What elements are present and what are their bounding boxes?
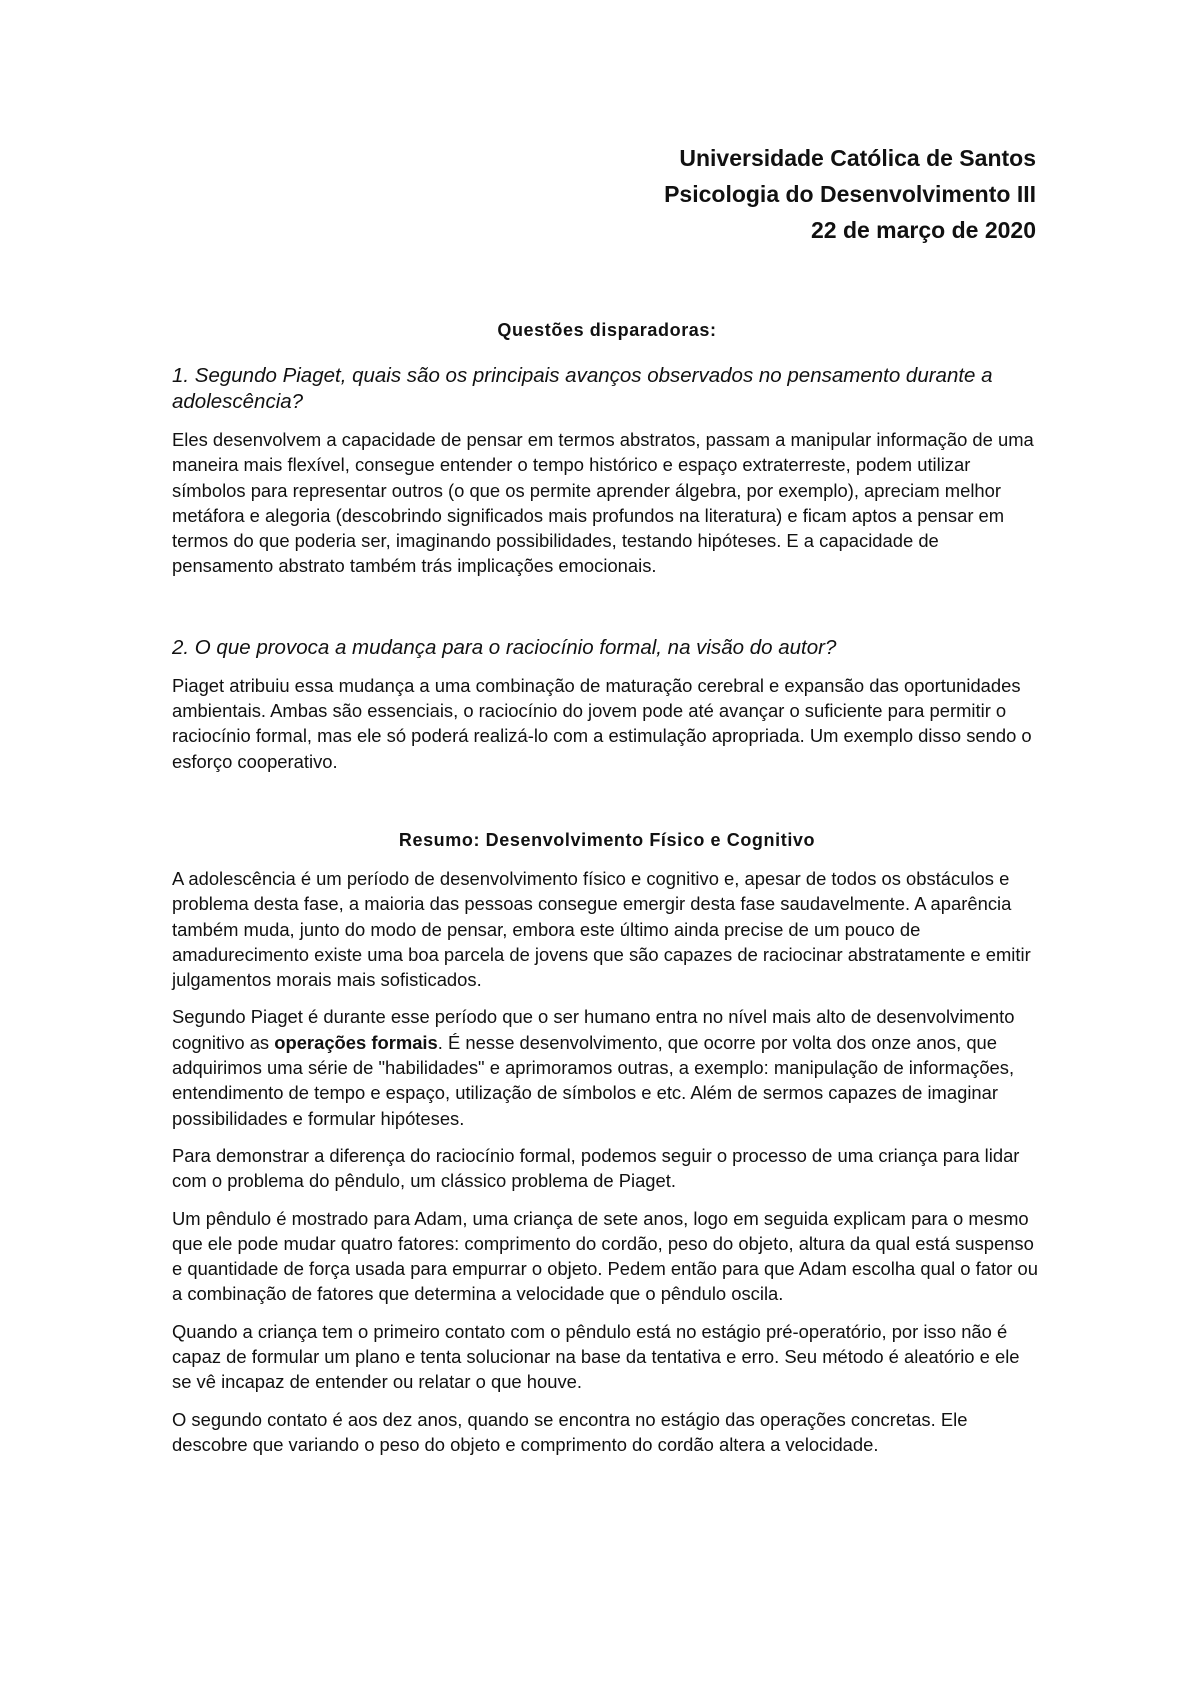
formal-operations-term: operações formais <box>274 1031 438 1053</box>
course-name: Psicologia do Desenvolvimento III <box>664 181 1036 207</box>
summary-paragraph-3: Para demonstrar a diferença do raciocínio formal, podemos seguir o processo de uma criança para lidar com o problema do pêndulo, um clássico problema de Piaget. <box>172 1144 1020 1192</box>
question-1: 1. Segundo Piaget, quais são os principais avanços observados no pensamento durante a adolescência? <box>172 364 993 413</box>
summary-section-title: Resumo: Desenvolvimento Físico e Cognitivo <box>398 829 816 850</box>
answer-1: Eles desenvolvem a capacidade de pensar em termos abstratos, passam a manipular informação de uma maneira mais flexível, consegue entender o tempo histórico e espaço extraterreste, podem utilizar símbolos para representar outros (o que os permite aprender álgebra, por exemplo), apreciam melhor metáfora e alegoria (descobrindo significados mais profundos na literatura) e ficam aptos a pensar em termos do que poderia ser, imaginando possibilidades, testando hipóteses. E a capacidade de pensamento abstrato também trás implicações emocionais. <box>172 429 1034 577</box>
university-name: Universidade Católica de Santos <box>679 145 1036 171</box>
summary-paragraph-2 <box>172 1004 1042 1130</box>
document-date: 22 de março de 2020 <box>810 217 1036 243</box>
questions-section-title: Questões disparadoras: <box>497 320 717 340</box>
summary-paragraph-4: Um pêndulo é mostrado para Adam, uma criança de sete anos, logo em seguida explicam para o mesmo que ele pode mudar quatro fatores: comprimento do cordão, peso do objeto, altura da qual está suspenso e quantidade de força usada para empurrar o objeto. Pedem então para que Adam escolha qual o fator ou a combinação de fatores que determina a velocidade que o pêndulo oscila. <box>172 1207 1038 1305</box>
summary-paragraph-5: Quando a criança tem o primeiro contato com o pêndulo está no estágio pré-operatório, por isso não é capaz de formular um plano e tenta solucionar na base da tentativa e erro. Seu método é aleatório e ele se vê incapaz de entender ou relatar o que houve. <box>172 1320 1020 1393</box>
answer-2: Piaget atribuiu essa mudança a uma combinação de maturação cerebral e expansão das oportunidades ambientais. Ambas são essenciais, o raciocínio do jovem pode até avançar o suficiente para permitir o raciocínio formal, mas ele só poderá realizá-lo com a estimulação apropriada. Um exemplo disso sendo o esforço cooperativo. <box>172 674 1032 772</box>
summary-paragraph-2-end: . É nesse desenvolvimento, que ocorre por volta dos onze anos, que adquirimos uma série de "habilidades" e aprimoramos outras, a exemplo: manipulação de informações, entendimento de tempo e espaço, utilização de símbolos e etc. Além de sermos capazes de imaginar possibilidades e formular hipóteses. <box>172 1031 1015 1129</box>
document-header <box>664 140 1036 248</box>
summary-paragraph-1: A adolescência é um período de desenvolvimento físico e cognitivo e, apesar de todos os obstáculos e problema desta fase, a maioria das pessoas consegue emergir desta fase saudavelmente. A aparência também muda, junto do modo de pensar, embora este último ainda precise de um pouco de amadurecimento existe uma boa parcela de jovens que são capazes de raciocinar abstratamente e emitir julgamentos morais mais sofisticados. <box>172 867 1031 991</box>
summary-paragraph-2-start: Segundo Piaget é durante esse período que o ser humano entra no nível mais alto de desenvolvimento cognitivo as <box>172 1006 1015 1053</box>
document-body <box>172 318 1042 1457</box>
question-2: 2. O que provoca a mudança para o raciocínio formal, na visão do autor? <box>172 635 837 659</box>
summary-paragraph-6: O segundo contato é aos dez anos, quando se encontra no estágio das operações concretas. Ele descobre que variando o peso do objeto e comprimento do cordão altera a velocidade. <box>172 1408 968 1455</box>
